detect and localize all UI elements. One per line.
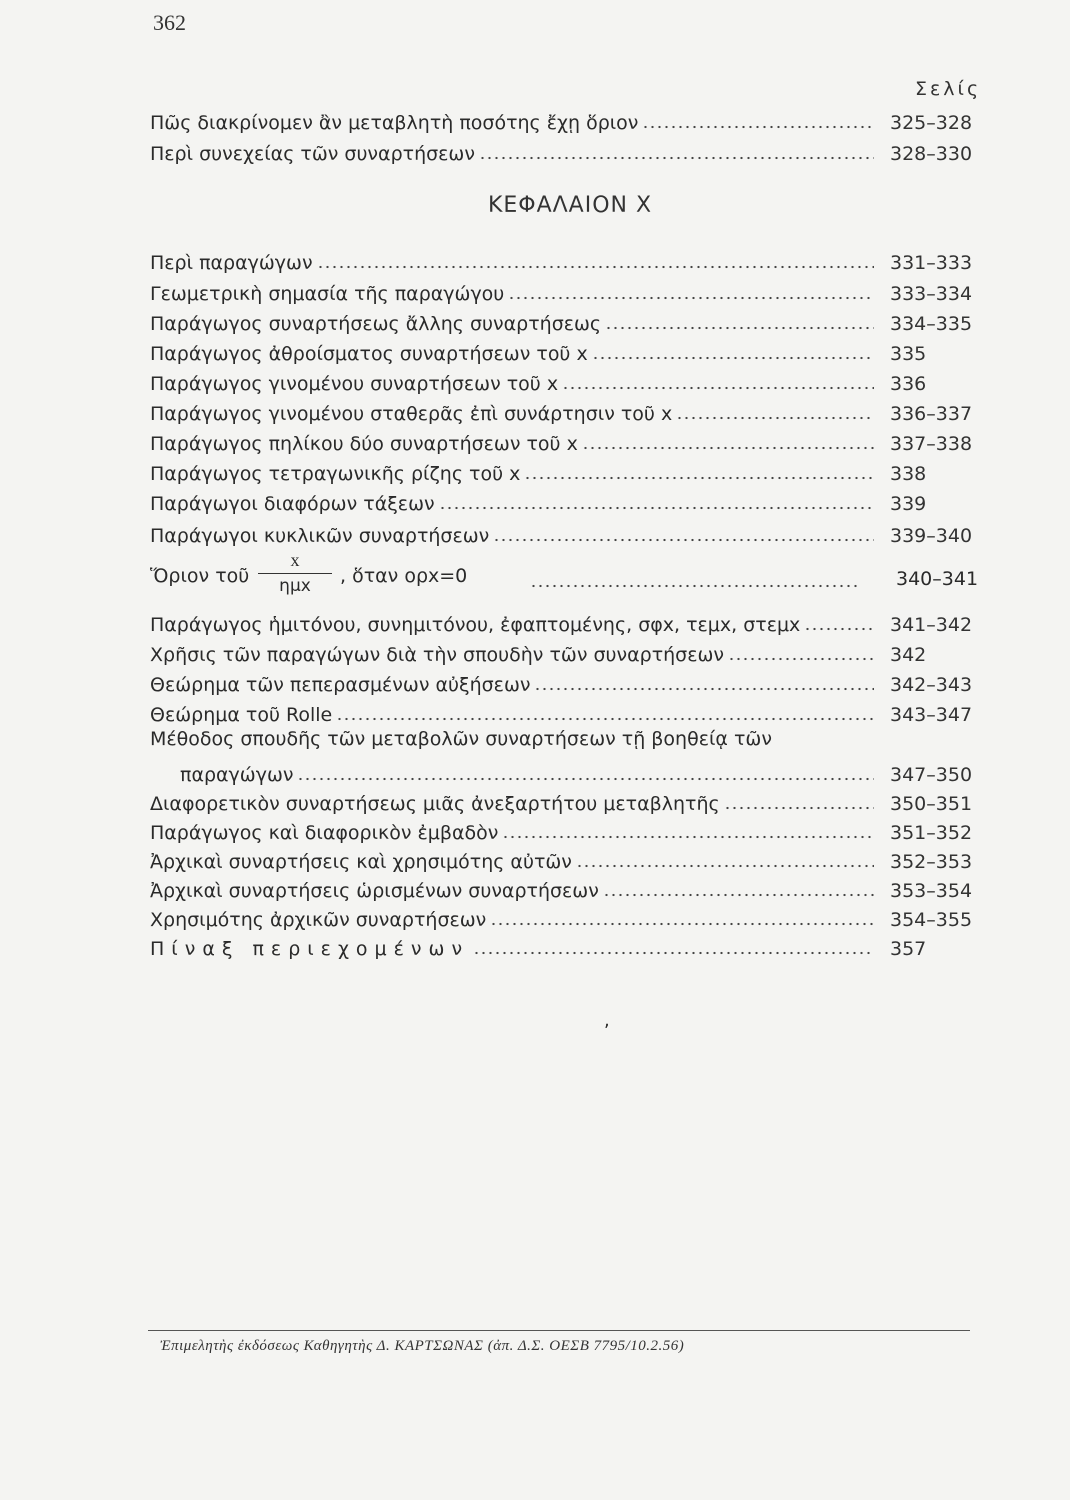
toc-title: Παράγωγοι διαφόρων τάξεων — [150, 493, 435, 515]
toc-row — [150, 136, 988, 166]
toc-pages: 336 — [890, 373, 927, 395]
toc-row — [150, 366, 988, 396]
toc-row — [150, 786, 988, 816]
toc-row — [150, 697, 988, 727]
leader-dots — [534, 687, 874, 691]
toc-title: Παράγωγος καὶ διαφορικὸν ἐμβαδὸν — [150, 822, 499, 844]
toc-row — [150, 276, 988, 306]
leader-dots — [724, 806, 874, 810]
toc-pages: 352–353 — [890, 851, 973, 873]
toc-title: Περὶ παραγώγων — [150, 252, 313, 274]
toc-pages: 325–328 — [890, 112, 973, 134]
toc-pages: 331–333 — [890, 252, 973, 274]
toc-title: Χρησιμότης ἀρχικῶν συναρτήσεων — [150, 909, 487, 931]
toc-title-line1: Μέθοδος σπουδῆς τῶν μεταβολῶν συναρτήσεων τῇ βοηθείᾳ τῶν — [150, 728, 772, 750]
toc-pages: 351–352 — [890, 822, 973, 844]
toc-pages: 353–354 — [890, 880, 973, 902]
toc-pages: 337–338 — [890, 433, 973, 455]
leader-dots — [439, 506, 874, 510]
toc-row — [150, 306, 988, 336]
toc-title: Παράγωγος πηλίκου δύο συναρτήσεων τοῦ x — [150, 433, 578, 455]
toc-title: Χρῆσις τῶν παραγώγων διὰ τὴν σπουδὴν τῶν συναρτήσεων — [150, 644, 725, 666]
toc-title: Πίναξ περιεχομένων — [150, 938, 470, 960]
toc-pages: 341–342 — [890, 614, 973, 636]
toc-pages: 354–355 — [890, 909, 973, 931]
toc-pages: 342–343 — [890, 674, 973, 696]
leader-dots — [508, 296, 874, 300]
toc-pages: 347–350 — [890, 764, 973, 786]
toc-row-limit — [150, 550, 988, 606]
fraction-denominator: ημx — [279, 576, 311, 596]
toc-row — [150, 873, 988, 903]
toc-row — [150, 336, 988, 366]
toc-pages: 328–330 — [890, 143, 973, 165]
toc-row — [150, 105, 988, 135]
toc-pages: 339 — [890, 493, 927, 515]
leader-dots — [336, 717, 874, 721]
toc-row — [150, 456, 988, 486]
leader-dots — [524, 476, 874, 480]
leader-dots — [603, 893, 874, 897]
toc-pages: 338 — [890, 463, 927, 485]
toc-row — [150, 396, 988, 426]
toc-title: Παράγωγος ἀθροίσματος συναρτήσεων τοῦ x — [150, 343, 588, 365]
toc-title: Παράγωγος γινομένου συναρτήσεων τοῦ x — [150, 373, 559, 395]
toc-pages: 336–337 — [890, 403, 973, 425]
column-header: Σελίς — [915, 78, 982, 100]
leader-dots — [493, 538, 874, 542]
limit-condition: , ὅταν ορx=0 — [340, 565, 468, 587]
toc-pages: 333–334 — [890, 283, 973, 305]
toc-row — [150, 667, 988, 697]
leader-dots — [317, 265, 874, 269]
toc-pages: 343–347 — [890, 704, 973, 726]
stray-mark: , — [604, 1010, 610, 1031]
leader-dots — [490, 922, 874, 926]
leader-dots — [642, 125, 874, 129]
footer-credit: Ἐπιμελητὴς ἐκδόσεως Καθηγητὴς Δ. ΚΑΡΤΣΩΝΑΣ (ἀπ. Δ.Σ. ΟΕΣΒ 7795/10.2.56) — [160, 1338, 685, 1354]
fraction-bar — [258, 573, 332, 574]
toc-title: Παράγωγος γινομένου σταθερᾶς ἐπὶ συνάρτησιν τοῦ x — [150, 403, 673, 425]
leader-dots — [502, 835, 874, 839]
toc-row — [150, 426, 988, 456]
leader-dots — [297, 777, 874, 781]
toc-row — [180, 757, 988, 787]
toc-row — [150, 245, 988, 275]
chapter-title: ΚΕΦΑΛΑΙΟΝ Χ — [487, 193, 653, 218]
toc-row — [150, 518, 988, 548]
toc-row — [150, 931, 988, 961]
leader-dots — [576, 864, 874, 868]
toc-pages: 340–341 — [896, 568, 979, 590]
toc-pages: 335 — [890, 343, 927, 365]
leader-dots — [728, 657, 874, 661]
leader-dots — [605, 326, 874, 330]
leader-dots — [676, 416, 874, 420]
toc-pages: 350–351 — [890, 793, 973, 815]
fraction-numerator: x — [290, 550, 300, 570]
toc-pages: 342 — [890, 644, 927, 666]
toc-row — [150, 637, 988, 667]
toc-title: Περὶ συνεχείας τῶν συναρτήσεων — [150, 143, 475, 165]
toc-pages: 334–335 — [890, 313, 973, 335]
toc-row — [150, 486, 988, 516]
toc-title: Θεώρημα τῶν πεπερασμένων αὐξήσεων — [150, 674, 531, 696]
toc-title: Θεώρημα τοῦ Rolle — [150, 704, 333, 726]
toc-pages: 339–340 — [890, 525, 973, 547]
leader-dots — [473, 951, 874, 955]
limit-label: Ὅριον τοῦ — [150, 565, 250, 587]
leader-dots — [582, 446, 874, 450]
toc-title: Διαφορετικὸν συναρτήσεως μιᾶς ἀνεξαρτήτου μεταβλητῆς — [150, 793, 720, 815]
toc-title: Παράγωγος συναρτήσεως ἄλλης συναρτήσεως — [150, 313, 602, 335]
toc-title: Πῶς διακρίνομεν ἂν μεταβλητὴ ποσότης ἔχῃ ὅριον — [150, 112, 639, 134]
toc-title: Παράγωγος ἡμιτόνου, συνημιτόνου, ἐφαπτομένης, σφx, τεμx, στεμx — [150, 614, 801, 636]
toc-pages: 357 — [890, 938, 927, 960]
leader-dots — [479, 156, 874, 160]
page-number: 362 — [153, 10, 186, 35]
toc-row — [150, 815, 988, 845]
toc-title: Ἀρχικαὶ συναρτήσεις ὡρισμένων συναρτήσεων — [150, 880, 599, 902]
leader-dots — [530, 584, 860, 588]
leader-dots — [562, 386, 874, 390]
toc-title: Γεωμετρικὴ σημασία τῆς παραγώγου — [150, 283, 505, 305]
leader-dots — [592, 356, 874, 360]
footer-rule — [148, 1330, 970, 1331]
toc-row — [150, 844, 988, 874]
toc-row — [150, 902, 988, 932]
toc-title: Παράγωγος τετραγωνικῆς ρίζης τοῦ x — [150, 463, 521, 485]
toc-row — [150, 607, 988, 637]
toc-title: Ἀρχικαὶ συναρτήσεις καὶ χρησιμότης αὐτῶν — [150, 851, 572, 873]
toc-title: Παράγωγοι κυκλικῶν συναρτήσεων — [150, 525, 490, 547]
fraction — [258, 550, 332, 596]
leader-dots — [804, 627, 874, 631]
toc-title: παραγώγων — [180, 764, 294, 786]
